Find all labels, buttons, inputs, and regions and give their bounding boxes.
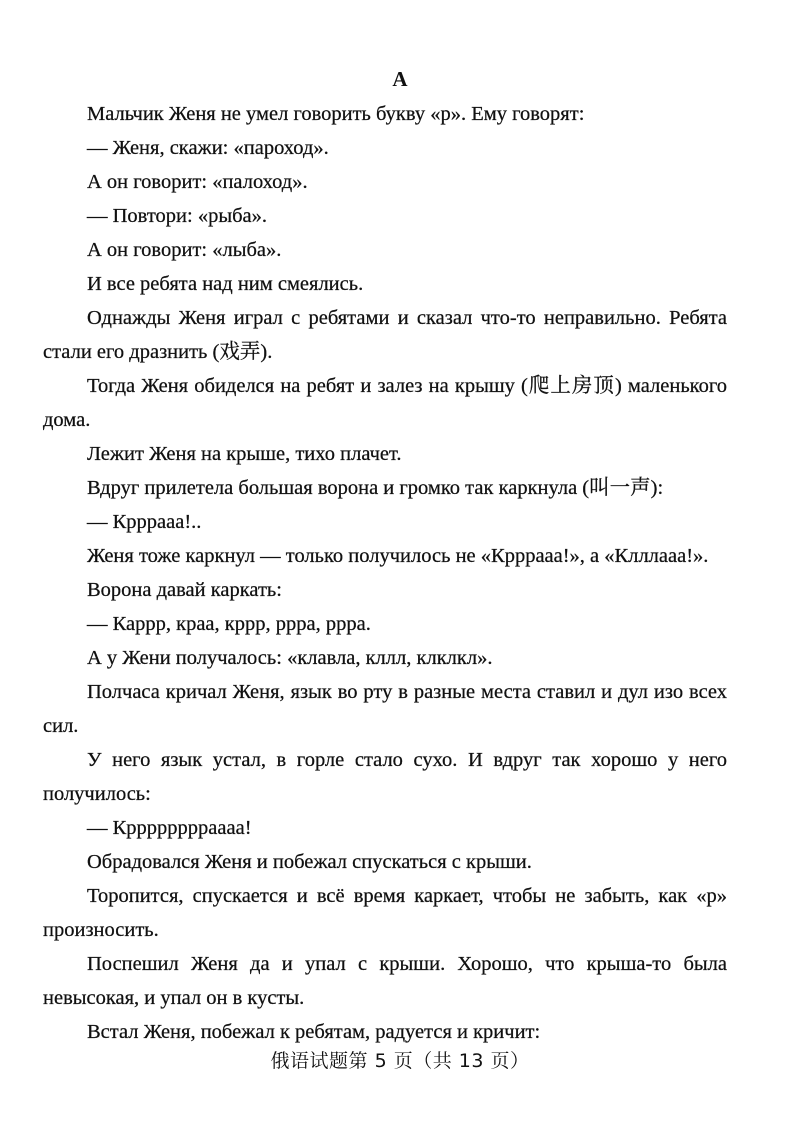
text-line: Вдруг прилетела большая ворона и громко так каркнула (叫一声): — [87, 477, 664, 499]
text-line: — Кррраaa!.. — [87, 511, 202, 533]
text-line: невысокая, и упал он в кусты. — [43, 987, 305, 1009]
text-line: И все ребята над ним смеялись. — [87, 273, 364, 295]
text-line: У него язык устал, в горле стало сухо. И вдруг так хорошо у него — [87, 749, 727, 771]
text-line: дома. — [43, 409, 91, 431]
text-line: Ворона давай каркать: — [87, 579, 282, 601]
text-line: Мальчик Женя не умел говорить букву «р». Ему говорят: — [87, 103, 585, 125]
text-line: получилось: — [43, 783, 151, 805]
text-line: — Повтори: «рыба». — [87, 205, 268, 227]
text-line: Женя тоже каркнул — только получилось не «Кррраaa!», а «Клллааа!». — [87, 545, 709, 567]
text-line: произносить. — [43, 919, 159, 941]
text-line: Торопится, спускается и всё время каркает, чтобы не забыть, как «р» — [87, 885, 727, 907]
text-line: — Кррррррррaaaa! — [87, 817, 252, 839]
text-line: Поспешил Женя да и упал с крыши. Хорошо, что крыша-то была — [87, 953, 727, 975]
text-line: А он говорит: «палоход». — [87, 171, 308, 193]
text-line: Обрадовался Женя и побежал спускаться с крыши. — [87, 851, 532, 873]
text-line: Встал Женя, побежал к ребятам, радуется и кричит: — [87, 1021, 541, 1043]
text-line: сил. — [43, 715, 79, 737]
text-line: стали его дразнить (戏弄). — [43, 341, 273, 363]
text-line: Полчаса кричал Женя, язык во рту в разные места ставил и дул изо всех — [87, 681, 727, 703]
text-line: Тогда Женя обиделся на ребят и залез на крышу (爬上房顶) маленького — [87, 375, 727, 397]
text-line: — Женя, скажи: «пароход». — [87, 137, 329, 159]
text-line: А у Жени получалось: «клавла, кллл, клклкл». — [87, 647, 493, 669]
text-line: Лежит Женя на крыше, тихо плачет. — [87, 443, 402, 465]
text-line: А он говорит: «лыба». — [87, 239, 282, 261]
page-footer: 俄语试题第 5 页（共 13 页） — [270, 1050, 530, 1072]
text-line: Однажды Женя играл с ребятами и сказал что-то неправильно. Ребята — [87, 307, 727, 329]
text-line: — Каррр, краа, кррр, ррра, ррра. — [87, 613, 371, 635]
section-title: A — [392, 67, 408, 91]
